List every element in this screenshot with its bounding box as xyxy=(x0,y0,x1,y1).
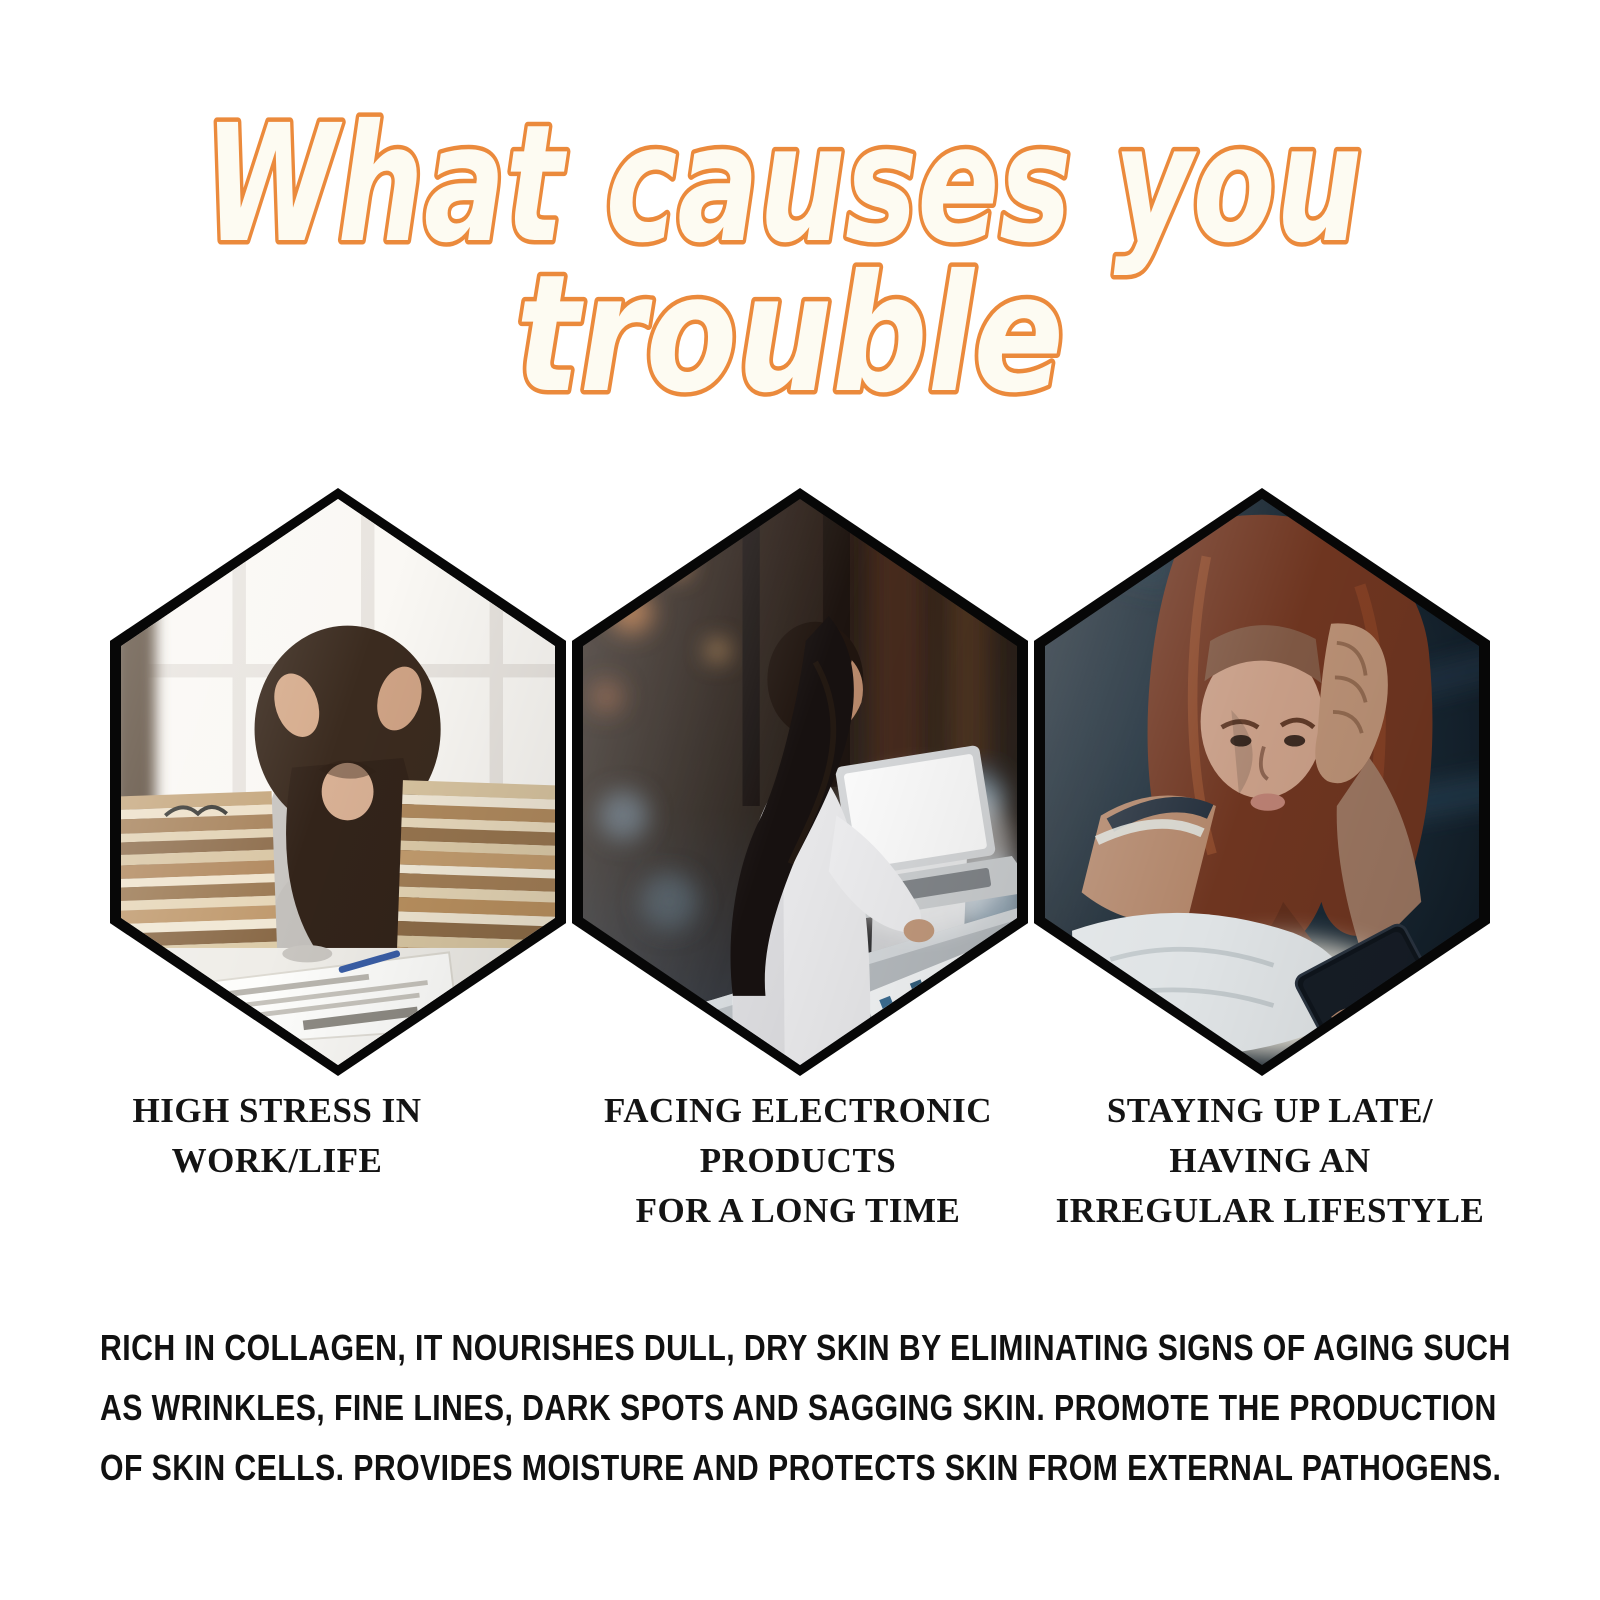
title-line-2: trouble xyxy=(516,241,1064,428)
title-line-1: What causes you xyxy=(204,91,1362,279)
benefit-line: OF SKIN CELLS. PROVIDES MOISTURE AND PROTECTS SKIN FROM EXTERNAL PATHOGENS. xyxy=(100,1447,1502,1488)
caption-work-stress xyxy=(17,1086,537,1186)
caption-line: FOR A LONG TIME xyxy=(635,1191,961,1230)
page-title xyxy=(0,68,1600,428)
caption-line: HAVING AN xyxy=(1169,1141,1371,1180)
photo-woman-phone-bed xyxy=(1045,499,1479,1065)
hexagon-card-electronic-products xyxy=(572,488,1028,1076)
hexagon-card-work-stress xyxy=(110,488,566,1076)
caption-staying-up-late xyxy=(1010,1086,1530,1236)
caption-line: FACING ELECTRONIC xyxy=(603,1091,993,1130)
laptop-night-illustration xyxy=(583,499,1017,1065)
caption-line: PRODUCTS xyxy=(699,1141,897,1180)
caption-line: WORK/LIFE xyxy=(171,1141,383,1180)
caption-electronic-products xyxy=(538,1086,1058,1236)
photo-woman-laptop-night xyxy=(583,499,1017,1065)
phone-in-bed-illustration xyxy=(1045,499,1479,1065)
stressed-woman-illustration xyxy=(121,499,555,1065)
photo-stressed-woman-paperwork xyxy=(121,499,555,1065)
hexagon-card-staying-up-late xyxy=(1034,488,1490,1076)
benefit-line: AS WRINKLES, FINE LINES, DARK SPOTS AND SAGGING SKIN. PROMOTE THE PRODUCTION xyxy=(100,1387,1497,1428)
caption-line: IRREGULAR LIFESTYLE xyxy=(1055,1191,1485,1230)
benefit-line: RICH IN COLLAGEN, IT NOURISHES DULL, DRY SKIN BY ELIMINATING SIGNS OF AGING SUCH xyxy=(100,1327,1511,1368)
caption-line: HIGH STRESS IN xyxy=(132,1091,422,1130)
product-benefit-paragraph xyxy=(100,1318,1590,1498)
caption-line: STAYING UP LATE/ xyxy=(1106,1091,1434,1130)
